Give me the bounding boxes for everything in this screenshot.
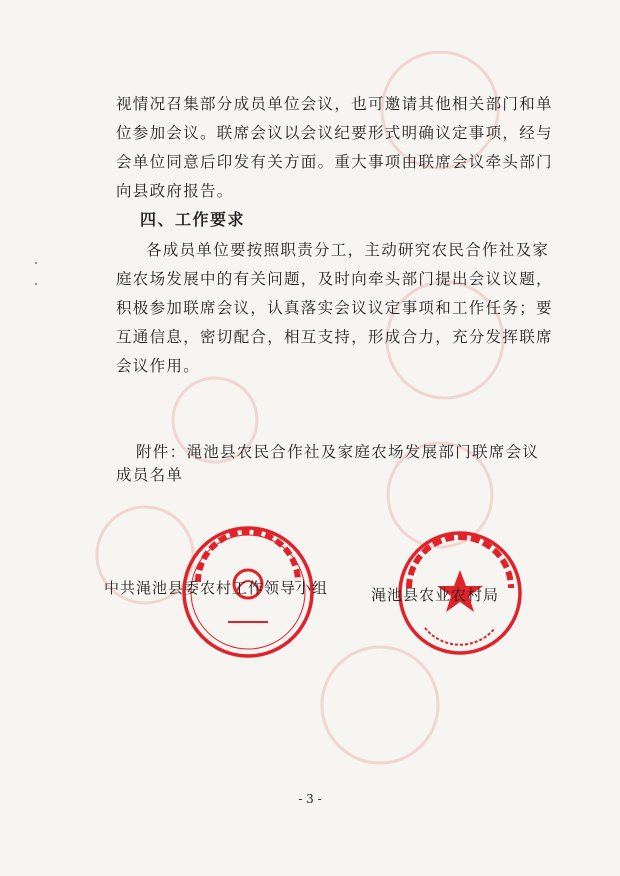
paragraph-line: 视情况召集部分成员单位会议，也可邀请其他相关部门和单	[116, 95, 553, 113]
paragraph-line: 积极参加联席会议，认真落实会议议定事项和工作任务；要	[116, 299, 553, 317]
section-heading: 四、工作要求	[140, 210, 246, 229]
paragraph-line: 会单位同意后印发有关方面。重大事项由联席会议牵头部门	[116, 153, 553, 171]
paragraph-line: 各成员单位要按照职责分工，主动研究农民合作社及家	[146, 241, 550, 259]
signature-right: 渑池县农业农村局	[371, 586, 500, 604]
paragraph-line: 会议作用。	[116, 357, 201, 375]
paragraph-line: 互通信息，密切配合，相互支持，形成合力，充分发挥联席	[116, 328, 553, 346]
scan-dot	[35, 262, 37, 264]
attachment-line: 成员名单	[116, 466, 184, 484]
paragraph-line: 庭农场发展中的有关问题，及时向牵头部门提出会议议题，	[116, 270, 553, 288]
attachment-line: 附件：渑池县农民合作社及家庭农场发展部门联席会议	[136, 443, 540, 461]
page-number: - 3 -	[298, 792, 322, 806]
scan-dot	[35, 283, 37, 285]
paragraph-line: 位参加会议。联席会议以会议纪要形式明确议定事项，经与	[116, 124, 553, 142]
signature-left: 中共渑池县委农村工作领导小组	[104, 579, 329, 597]
paragraph-line: 向县政府报告。	[116, 182, 234, 200]
